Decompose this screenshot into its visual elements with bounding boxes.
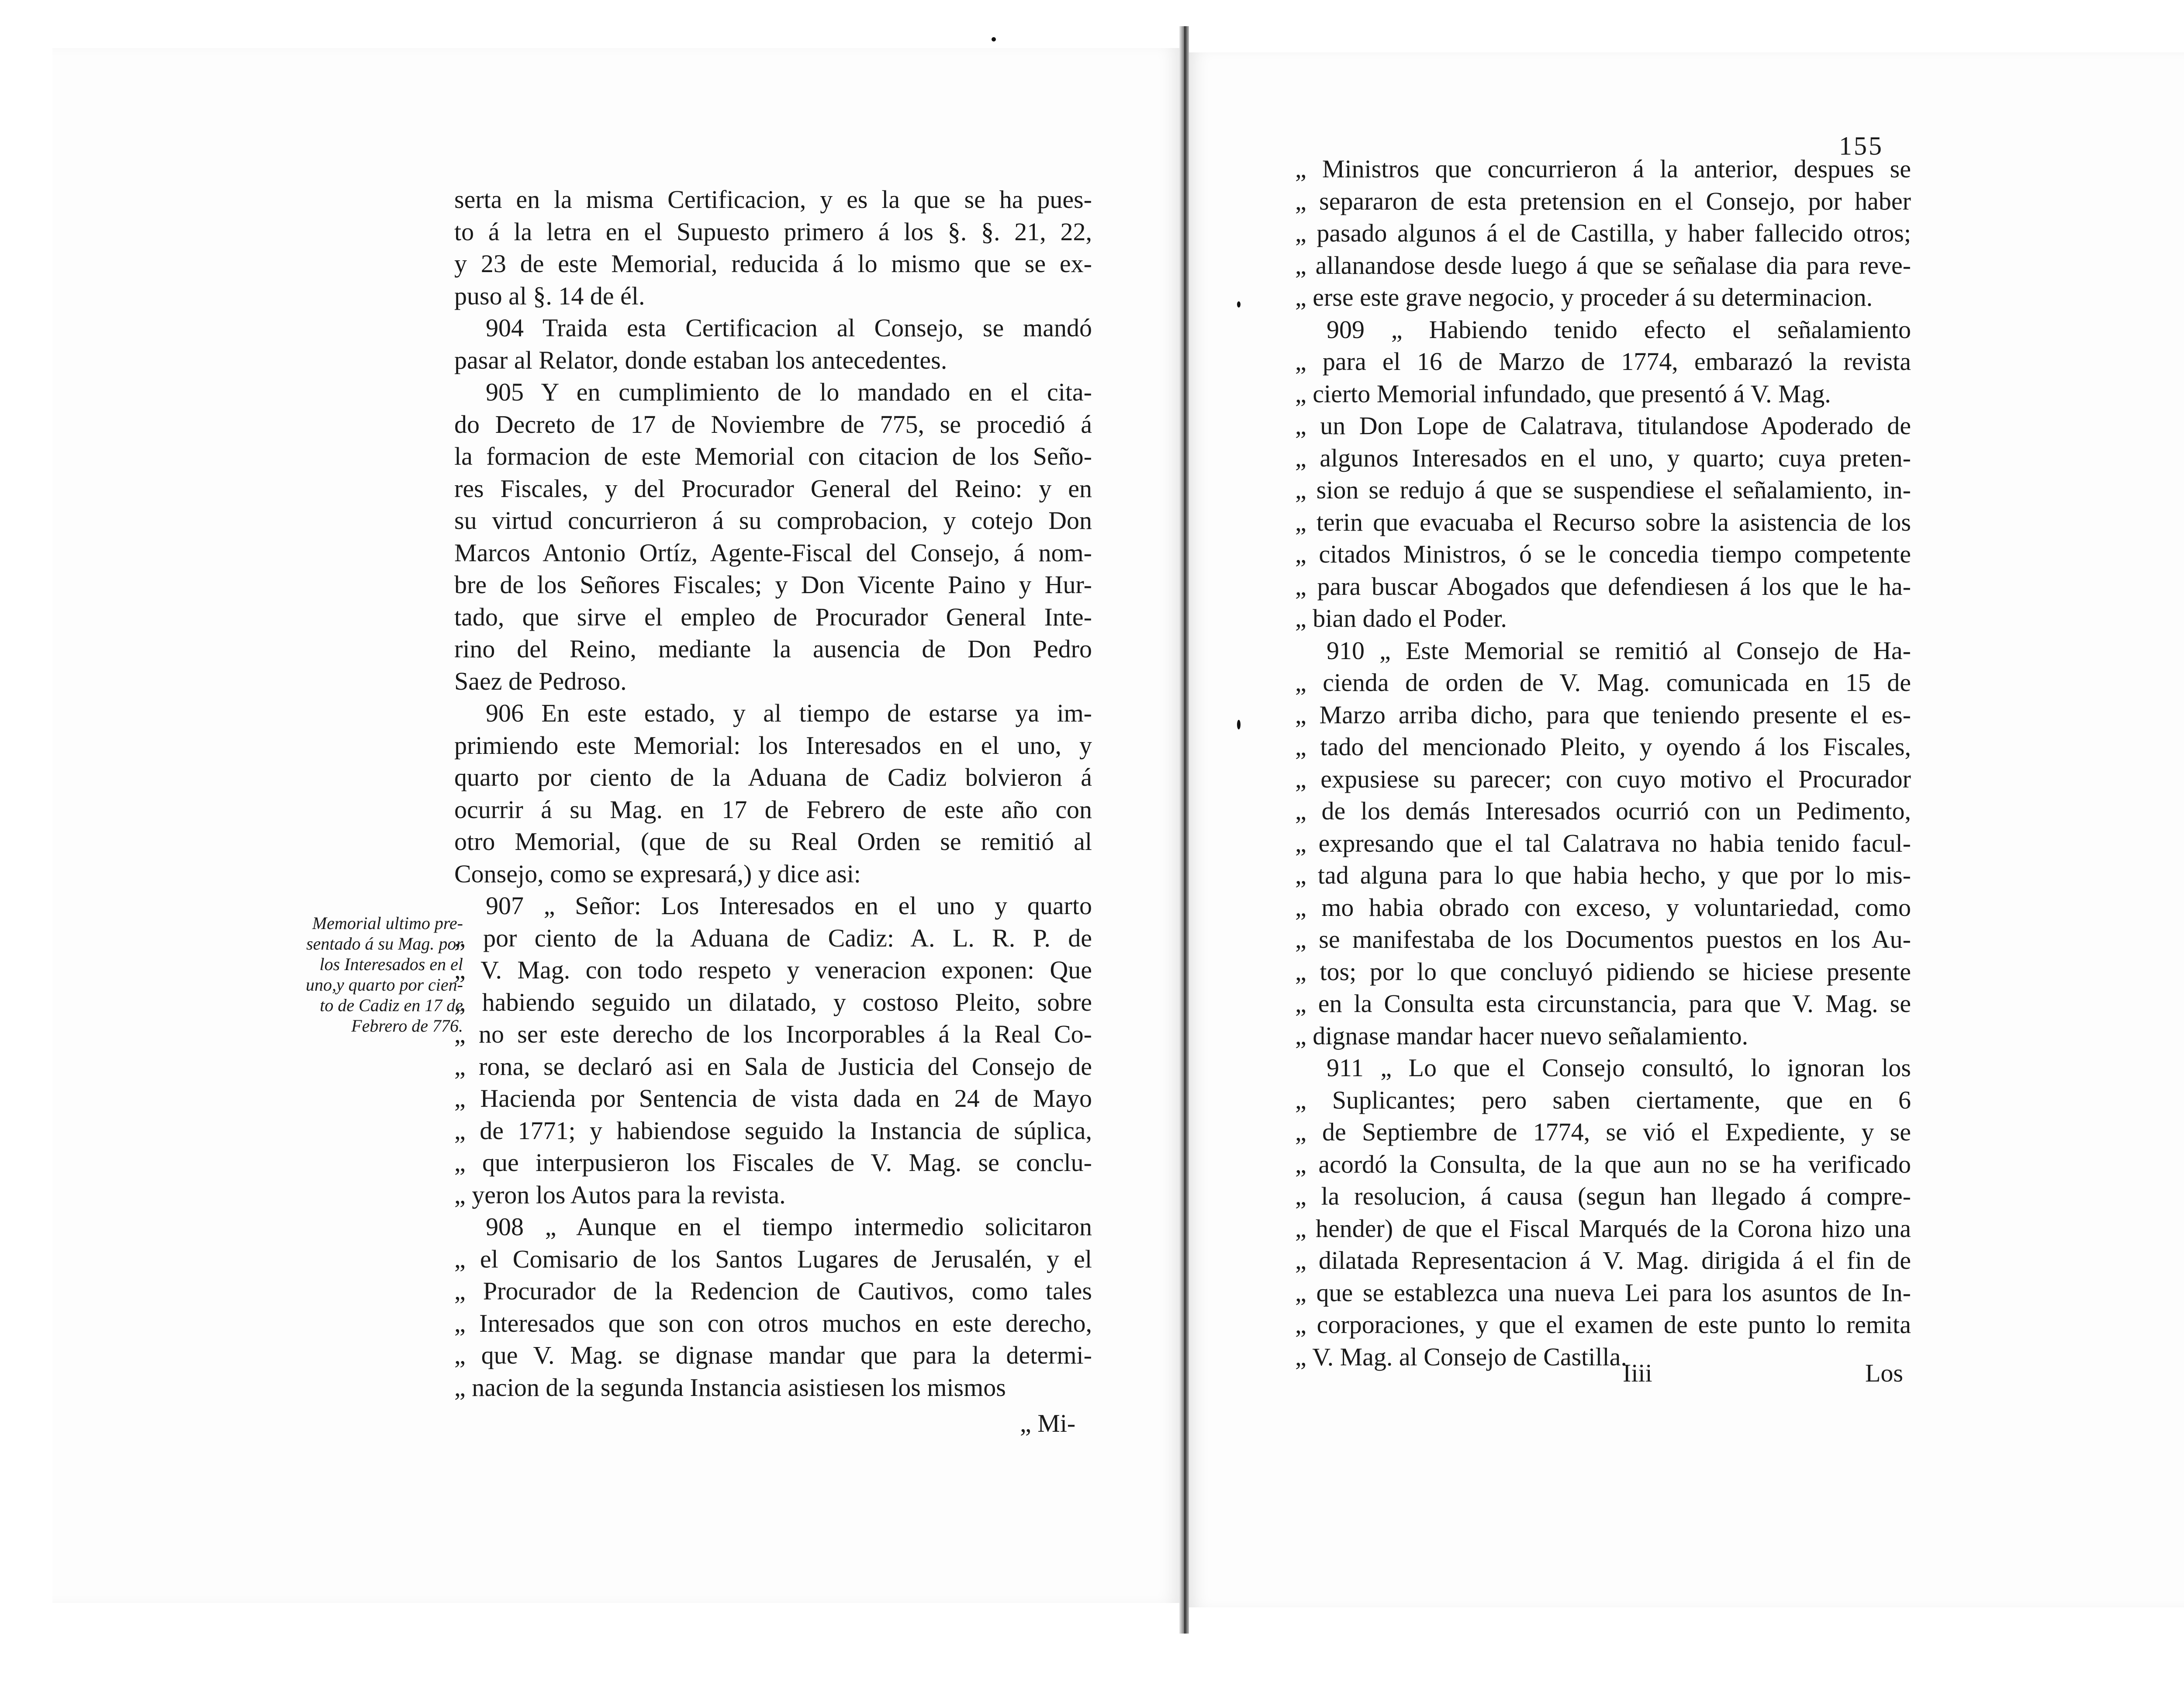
right_page-line: 911 „ Lo que el Consejo consultó, lo ignoran los bbox=[1327, 1054, 1911, 1082]
right_page-line: „ que se establezca una nueva Lei para los asuntos de In- bbox=[1295, 1278, 1911, 1307]
left_page-line: pasar al Relator, donde estaban los antecedentes. bbox=[454, 345, 947, 374]
left_page-line: 905 Y en cumplimiento de lo mandado en el cita- bbox=[486, 378, 1092, 406]
left_page-line: „ habiendo seguido un dilatado, y costoso Pleito, sobre bbox=[454, 988, 1092, 1016]
left_page-line: Marcos Antonio Ortíz, Agente-Fiscal del Consejo, á nom- bbox=[454, 538, 1092, 567]
left_page-line: tado, que sirve el empleo de Procurador General Inte- bbox=[454, 602, 1092, 631]
right_page-line: „ un Don Lope de Calatrava, titulandose Apoderado de bbox=[1295, 411, 1911, 440]
right_page-line: „ sion se redujo á que se suspendiese el señalamiento, in- bbox=[1295, 476, 1911, 504]
right_page-line: „ para buscar Abogados que defendiesen á los que le ha- bbox=[1295, 572, 1911, 601]
right_page-line: „ dignase mandar hacer nuevo señalamiento. bbox=[1295, 1021, 1749, 1050]
left_page-line: puso al §. 14 de él. bbox=[454, 281, 645, 310]
left_page-line: Saez de Pedroso. bbox=[454, 667, 627, 695]
left_page-line: su virtud concurrieron á su comprobacion, y cotejo Don bbox=[454, 506, 1092, 535]
left_page-line: „ por ciento de la Aduana de Cadiz: A. L. R. P. de bbox=[454, 923, 1092, 952]
left_page-line: res Fiscales, y del Procurador General del Reino: y en bbox=[454, 474, 1092, 503]
left_page-line: „ rona, se declaró asi en Sala de Justicia del Consejo de bbox=[454, 1052, 1092, 1081]
ink-speck bbox=[1237, 720, 1241, 729]
right_page-line: „ cienda de orden de V. Mag. comunicada en 15 de bbox=[1295, 668, 1911, 697]
margin-note-line: to de Cadiz en 17 de bbox=[320, 995, 463, 1015]
left_page-line: to á la letra en el Supuesto primero á los §. §. 21, 22, bbox=[454, 217, 1092, 246]
right_page-line: „ en la Consulta esta circunstancia, para que V. Mag. se bbox=[1295, 989, 1911, 1018]
right_page-line: „ se manifestaba de los Documentos puestos en los Au- bbox=[1295, 925, 1911, 953]
right_page-line: „ expusiese su parecer; con cuyo motivo el Procurador bbox=[1295, 764, 1911, 793]
right_page-line: „ tado del mencionado Pleito, y oyendo á los Fiscales, bbox=[1295, 732, 1911, 761]
ink-speck bbox=[992, 37, 996, 41]
left_page-line: „ Hacienda por Sentencia de vista dada en 24 de Mayo bbox=[454, 1084, 1092, 1112]
right_page-line: „ terin que evacuaba el Recurso sobre la asistencia de los bbox=[1295, 508, 1911, 536]
left_page-line: „ Interesados que son con otros muchos en este derecho, bbox=[454, 1309, 1092, 1337]
left_page-line: bre de los Señores Fiscales; y Don Vicente Paino y Hur- bbox=[454, 570, 1092, 599]
margin-note bbox=[271, 913, 463, 1036]
right_page-line: „ Suplicantes; pero saben ciertamente, que en 6 bbox=[1295, 1085, 1911, 1114]
margin-note-line: Febrero de 776. bbox=[351, 1016, 463, 1036]
left_page-line: „ de 1771; y habiendose seguido la Instancia de súplica, bbox=[454, 1116, 1092, 1145]
right_page-line: „ corporaciones, y que el examen de este punto lo remita bbox=[1295, 1310, 1911, 1339]
left-catchword: „ Mi- bbox=[1020, 1409, 1076, 1437]
left_page-line: „ que V. Mag. se dignase mandar que para la determi- bbox=[454, 1341, 1092, 1369]
right_page-line: „ pasado algunos á el de Castilla, y haber fallecido otros; bbox=[1295, 219, 1911, 247]
left_page-line: „ Procurador de la Redencion de Cautivos, como tales bbox=[454, 1277, 1092, 1305]
left_page-line: „ V. Mag. con todo respeto y veneracion exponen: Que bbox=[454, 956, 1092, 984]
margin-note-line: uno,y quarto por cien- bbox=[306, 975, 463, 995]
left_page-line: do Decreto de 17 de Noviembre de 775, se procedió á bbox=[454, 410, 1092, 439]
right_page-line: „ cierto Memorial infundado, que presentó á V. Mag. bbox=[1295, 379, 1831, 408]
right_page-line: „ tos; por lo que concluyó pidiendo se hiciese presente bbox=[1295, 957, 1911, 986]
margin-note-line: los Interesados en el bbox=[319, 954, 463, 974]
right_page-line: „ citados Ministros, ó se le concedia tiempo competente bbox=[1295, 540, 1911, 568]
right_page-line: „ de Septiembre de 1774, se vió el Expediente, y se bbox=[1295, 1118, 1911, 1146]
right_page-line: „ de los demás Interesados ocurrió con un Pedimento, bbox=[1295, 797, 1911, 825]
margin-note-line: Memorial ultimo pre- bbox=[312, 913, 463, 933]
left_page-line: „ que interpusieron los Fiscales de V. Mag. se conclu- bbox=[454, 1148, 1092, 1177]
right_page-line: „ algunos Interesados en el uno, y quarto; cuya preten- bbox=[1295, 443, 1911, 472]
right-catchword: Los bbox=[1865, 1359, 1903, 1387]
left_page-line: „ nacion de la segunda Instancia asistiesen los mismos bbox=[454, 1373, 1006, 1402]
right_page-line: 909 „ Habiendo tenido efecto el señalamiento bbox=[1327, 315, 1911, 344]
left_page-line: rino del Reino, mediante la ausencia de Don Pedro bbox=[454, 635, 1092, 663]
right_page-line: „ mo habia obrado con exceso, y voluntariedad, como bbox=[1295, 893, 1911, 922]
left_page-line: „ el Comisario de los Santos Lugares de Jerusalén, y el bbox=[454, 1244, 1092, 1273]
left_page-line: la formacion de este Memorial con citacion de los Seño- bbox=[454, 442, 1092, 470]
left_page-line: ocurrir á su Mag. en 17 de Febrero de este año con bbox=[454, 795, 1092, 824]
left_page-line: primiendo este Memorial: los Interesados en el uno, y bbox=[454, 731, 1092, 760]
right_page-line: „ erse este grave negocio, y proceder á su determinacion. bbox=[1295, 283, 1873, 311]
left_page-line: y 23 de este Memorial, reducida á lo mismo que se ex- bbox=[454, 249, 1092, 278]
right_page-line: „ dilatada Representacion á V. Mag. dirigida á el fin de bbox=[1295, 1246, 1911, 1275]
right_page-line: „ separaron de esta pretension en el Consejo, por haber bbox=[1295, 187, 1911, 215]
signature-mark: Iiii bbox=[1623, 1359, 1652, 1387]
right_page-line: „ Ministros que concurrieron á la anterior, despues se bbox=[1295, 155, 1911, 183]
right_page-line: „ allanandose desde luego á que se señalase dia para reve- bbox=[1295, 251, 1911, 280]
left_page-line: quarto por ciento de la Aduana de Cadiz bolvieron á bbox=[454, 763, 1092, 791]
left_page-line: 904 Traida esta Certificacion al Consejo, se mandó bbox=[486, 314, 1092, 342]
margin-note-line: sentado á su Mag. por bbox=[306, 934, 463, 953]
left_page-line: 908 „ Aunque en el tiempo intermedio solicitaron bbox=[486, 1212, 1092, 1241]
right_page-line: „ acordó la Consulta, de la que aun no se ha verificado bbox=[1295, 1150, 1911, 1178]
right_page-line: „ para el 16 de Marzo de 1774, embarazó la revista bbox=[1295, 347, 1911, 376]
ink-speck bbox=[1237, 301, 1241, 307]
left_page-line: otro Memorial, (que de su Real Orden se remitió al bbox=[454, 827, 1092, 856]
left-page-text bbox=[454, 183, 1092, 1403]
left_page-line: Consejo, como se expresará,) y dice asi: bbox=[454, 859, 861, 888]
page-number: 155 bbox=[1839, 131, 1883, 160]
right-page-text bbox=[1295, 153, 1911, 1373]
right_page-line: „ V. Mag. al Consejo de Castilla. bbox=[1295, 1342, 1627, 1371]
left_page-line: serta en la misma Certificacion, y es la que se ha pues- bbox=[454, 185, 1092, 214]
book-gutter bbox=[1179, 26, 1189, 1634]
right_page-line: „ expresando que el tal Calatrava no habia tenido facul- bbox=[1295, 829, 1911, 857]
right_page-line: „ tad alguna para lo que habia hecho, y que por lo mis- bbox=[1295, 861, 1911, 889]
right_page-line: „ bian dado el Poder. bbox=[1295, 604, 1507, 632]
right_page-line: „ Marzo arriba dicho, para que teniendo presente el es- bbox=[1295, 700, 1911, 729]
left_page-line: „ no ser este derecho de los Incorporables á la Real Co- bbox=[454, 1020, 1092, 1048]
right_page-line: „ la resolucion, á causa (segun han llegado á compre- bbox=[1295, 1182, 1911, 1210]
left_page-line: „ yeron los Autos para la revista. bbox=[454, 1180, 786, 1209]
left_page-line: 907 „ Señor: Los Interesados en el uno y quarto bbox=[486, 891, 1092, 920]
right_page-line: „ hender) de que el Fiscal Marqués de la Corona hizo una bbox=[1295, 1214, 1911, 1243]
right_page-line: 910 „ Este Memorial se remitió al Consejo de Ha- bbox=[1327, 636, 1911, 665]
left_page-line: 906 En este estado, y al tiempo de estarse ya im- bbox=[486, 699, 1092, 727]
